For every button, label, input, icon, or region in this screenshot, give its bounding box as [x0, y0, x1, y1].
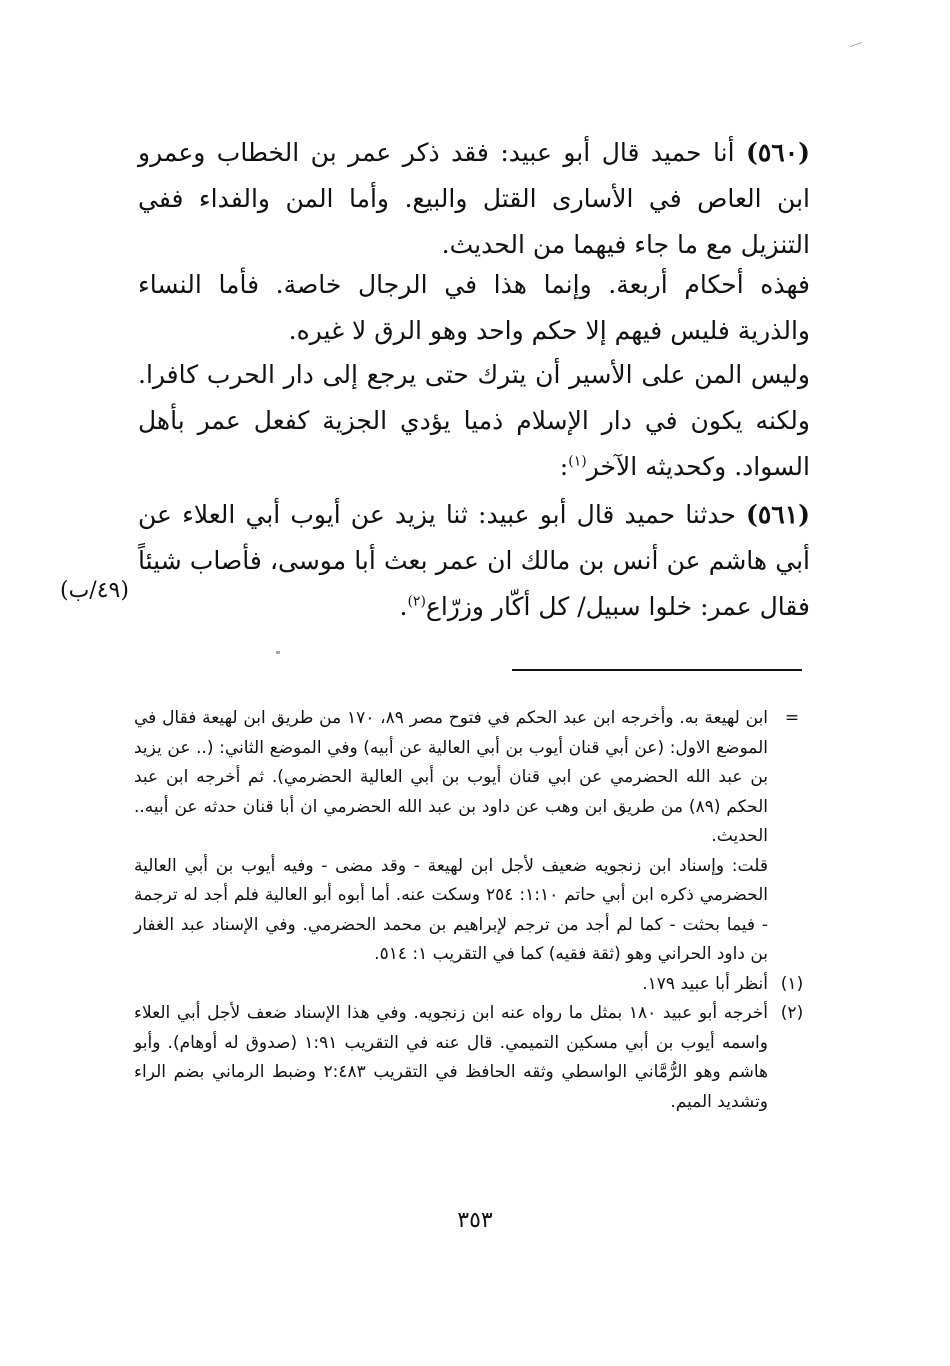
footnote-separator	[512, 669, 802, 671]
paragraph-number: (٥٦٠)	[746, 138, 810, 167]
footnote-text: أخرجه أبو عبيد ١٨٠ بمثل ما رواه عنه ابن زنجويه. وفي هذا الإسناد ضعف لأجل أبي العلاء واسمه أيوب بن أبي مسكين التميمي. قال عنه في التقريب ١:٩١ (صدوق له أوهام). وأبو هاشم وهو الرُّمَّاني الواسطي وثقه الحافظ في التقريب ٢:٤٨٣ وضبط الرماني بضم الراء وتشديد الميم.	[134, 1003, 768, 1112]
footnote-text: ابن لهيعة به. وأخرجه ابن عبد الحكم في فتوح مصر ٨٩، ١٧٠ من طريق ابن لهيعة فقال في الموضع الاول: (عن أبي قنان أيوب بن أبي العالية عن أبيه) وفي الموضع الثاني: (.. عن يزيد بن عبد الله الحضرمي عن ابي قنان أيوب بن أبي العالية الحضرمي). ثم أخرجه ابن عبد الحكم (٨٩) من طريق ابن وهب عن داود بن عبد الله الحضرمي ان أبا قنان حدثه عن أبيه.. الحديث.	[134, 708, 769, 846]
footnote-2	[134, 999, 810, 1117]
footnote-comment: قلت: وإسناد ابن زنجويه ضعيف لأجل ابن لهيعة - وقد مضى - وفيه أيوب بن أبي العالية الحضرمي ذكره ابن أبي حاتم ١:١٠: ٢٥٤ وسكت عنه. أما أبوه أبو العالية فلم أجد له ترجمة - فيما بحثت - كما لم أجد من ترجم لإبراهيم بن محمد الحضرمي. وفي الإسناد عبد الغفار بن داود الحراني وهو (ثقة فقيه) كما في التقريب ١: ٥١٤.	[134, 855, 768, 964]
page-number: ٣٥٣	[457, 1208, 493, 1233]
footnote-text: أنظر أبا عبيد ١٧٩.	[642, 973, 768, 994]
footnote-continuation	[134, 704, 810, 852]
continuation-mark: =	[784, 708, 800, 728]
paragraph-561	[138, 492, 810, 630]
paragraph-text: أنا حميد قال أبو عبيد: فقد ذكر عمر بن الخطاب وعمرو ابن العاص في الأسارى القتل والبيع. وأما المن والفداء ففي التنزيل مع ما جاء فيهما من الحديث.	[138, 138, 810, 259]
paragraph-560	[138, 130, 810, 268]
scan-speck	[850, 42, 862, 47]
paragraph-end: .	[399, 592, 408, 621]
footnote-marker: (٢)	[780, 1003, 804, 1023]
footnote-1	[134, 970, 810, 1000]
paragraph-number: (٥٦١)	[746, 500, 810, 529]
footnote-ref-2[interactable]: (٢)	[407, 593, 426, 610]
footnote-marker: (١)	[780, 973, 804, 994]
scan-speck	[276, 651, 280, 654]
paragraph-text: حدثنا حميد قال أبو عبيد: ثنا يزيد عن أيوب أبي العلاء عن أبي هاشم عن أنس بن مالك ان عمر بعث أبا موسى، فأصاب شيئاً فقال عمر: خلوا سبيل/ كل أكّار وزرّاع	[138, 500, 810, 621]
footnotes	[134, 704, 810, 1117]
paragraph-end: :	[559, 452, 569, 481]
manuscript-folio-note: (٤٩/ب)	[60, 578, 129, 603]
paragraph-text: فهذه أحكام أربعة. وإنما هذا في الرجال خاصة. فأما النساء والذرية فليس فيهم إلا حكم واحد وهو الرق لا غيره.	[138, 270, 810, 345]
paragraph-560-b	[138, 262, 810, 354]
footnote-ref-1[interactable]: (١)	[568, 453, 587, 470]
paragraph-560-c	[138, 352, 810, 490]
paragraph-text: وليس المن على الأسير أن يترك حتى يرجع إلى دار الحرب كافرا. ولكنه يكون في دار الإسلام ذميا يؤدي الجزية كفعل عمر بأهل السواد. وكحديثه الآخر	[138, 360, 810, 481]
